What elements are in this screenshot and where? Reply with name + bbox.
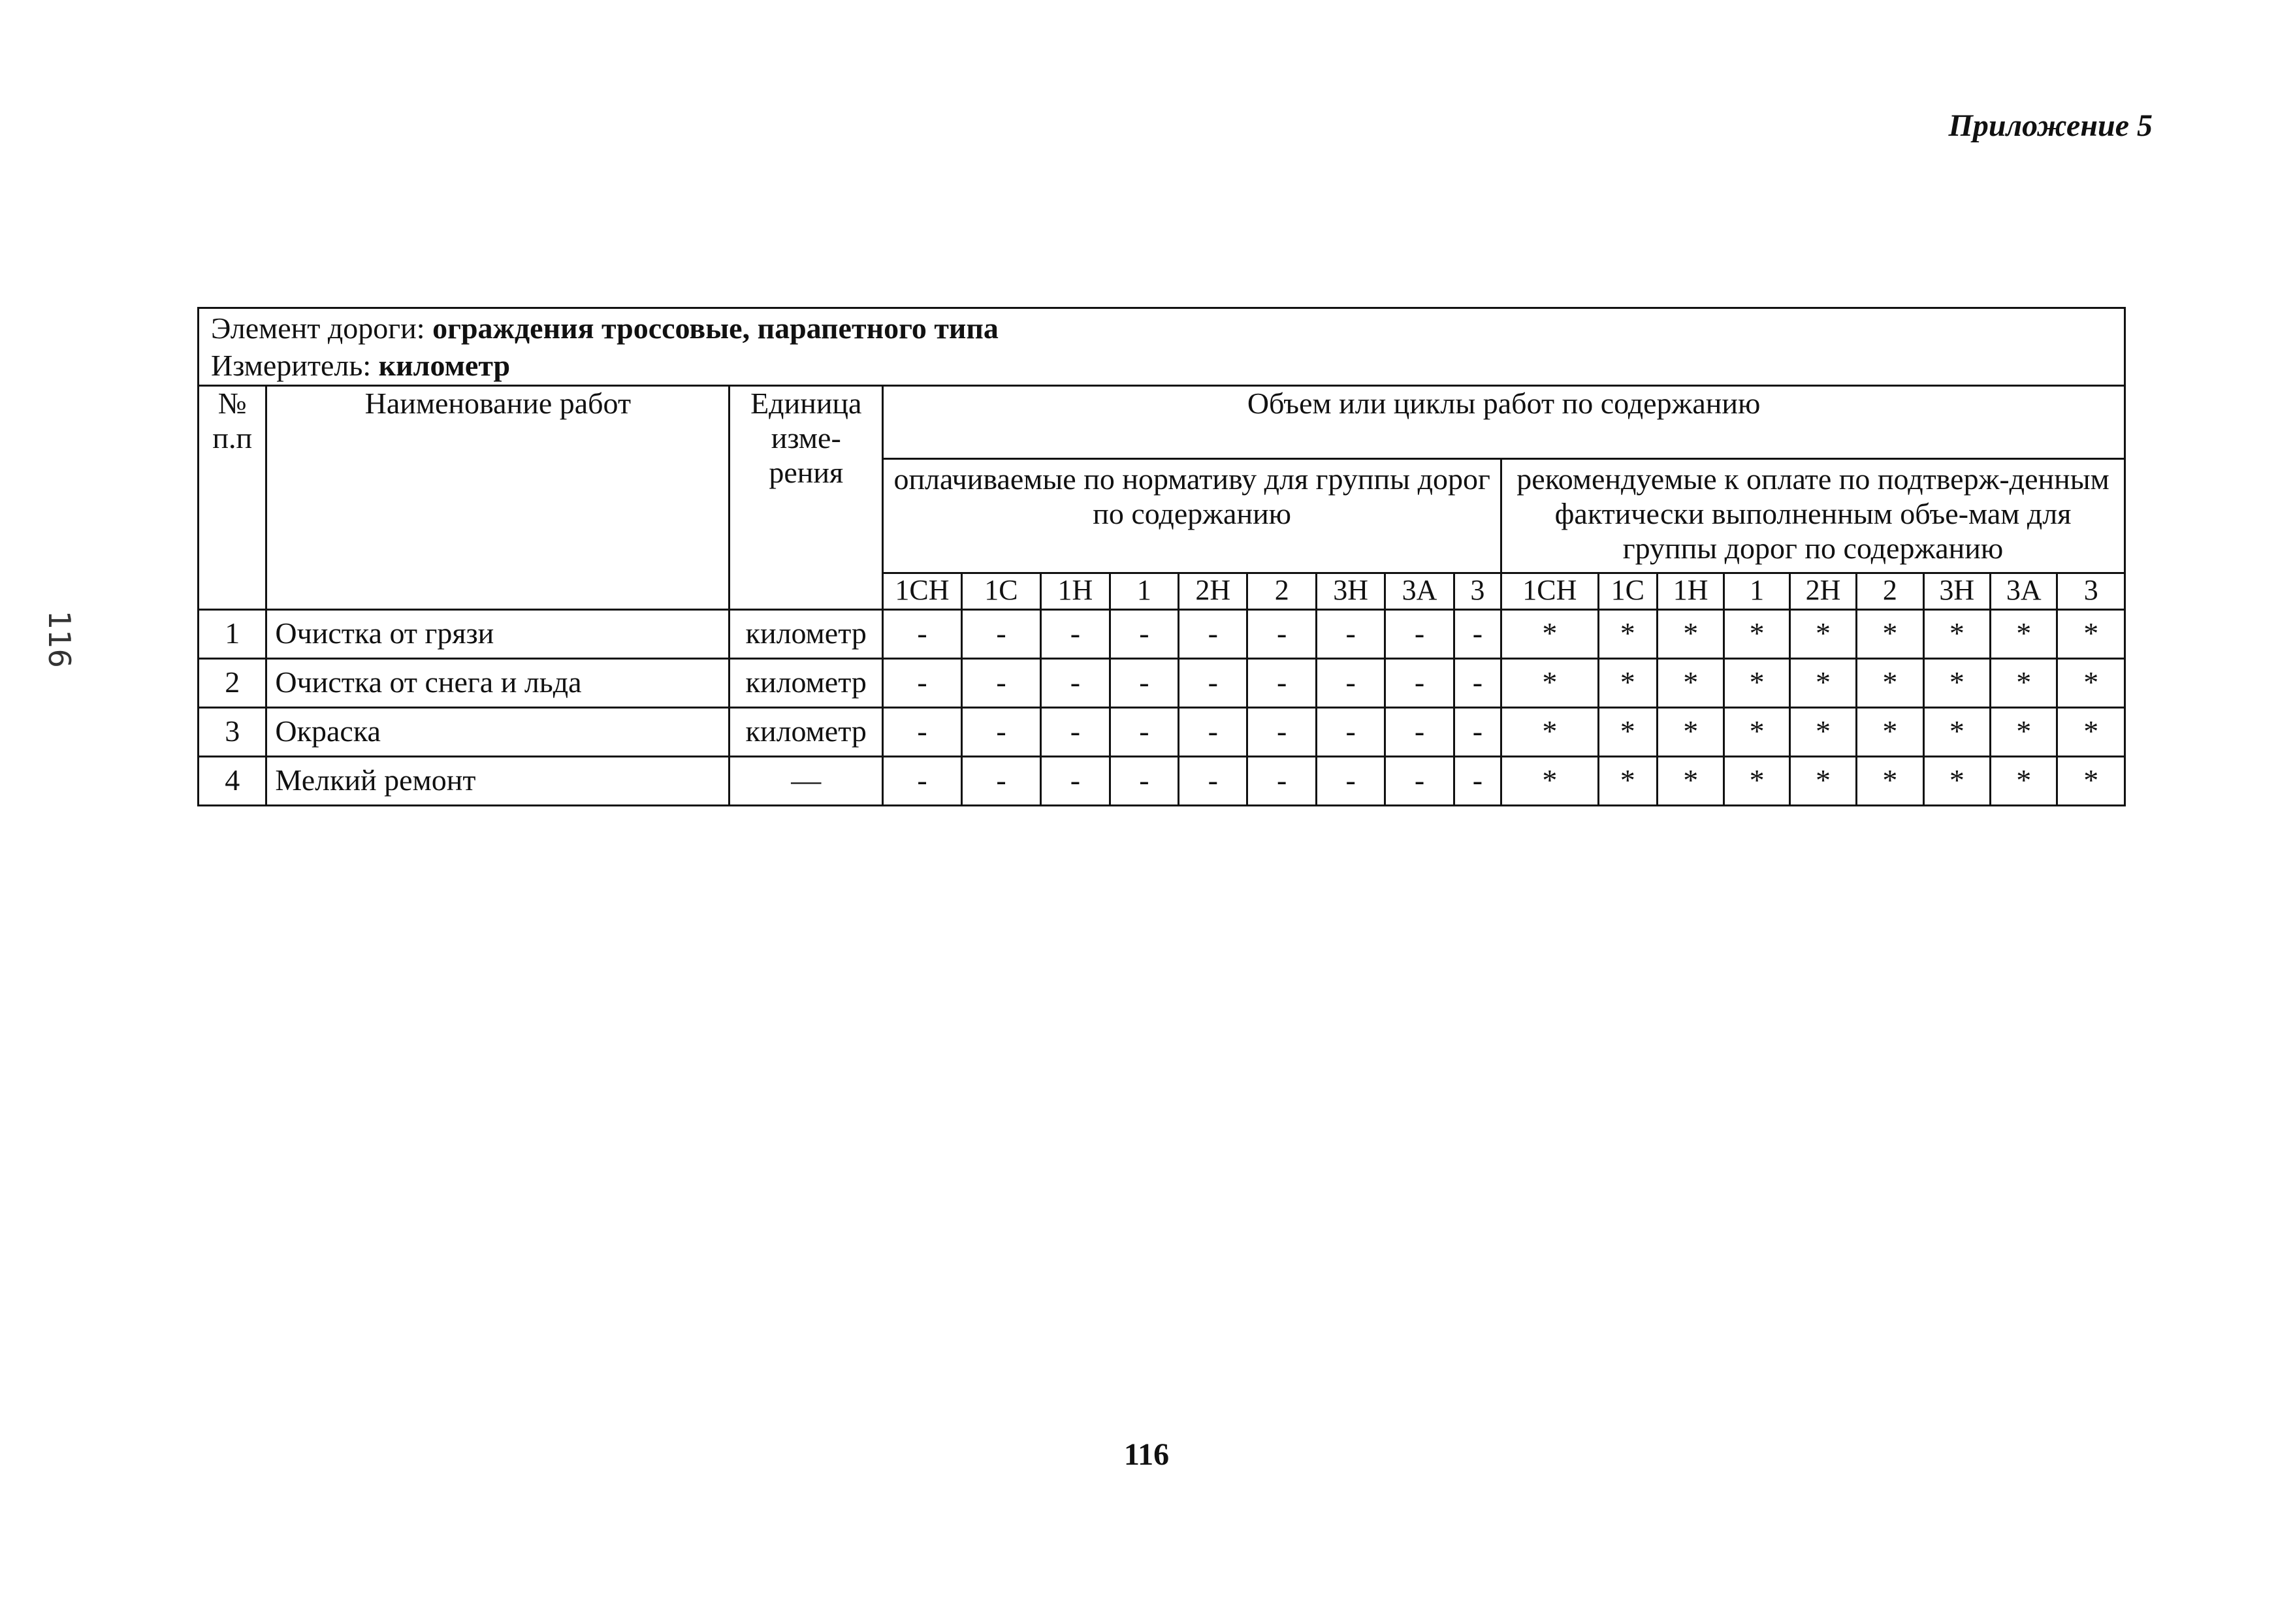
volume-value: -: [1454, 756, 1501, 805]
volume-value: -: [1385, 609, 1454, 658]
header-row-1: [199, 385, 2125, 458]
col-volume-header: Объем или циклы работ по содержанию: [883, 385, 2125, 458]
volume-value: -: [883, 658, 961, 707]
road-group-code: 1: [1724, 573, 1789, 609]
volume-value: *: [1923, 756, 1990, 805]
group-recommended-header: рекомендуемые к оплате по подтверж-денным фактически выполненным объе-мам для группы дорог по содержанию: [1501, 458, 2125, 573]
meter-prefix: Измеритель:: [211, 348, 372, 382]
volume-value: *: [1857, 707, 1923, 756]
volume-value: *: [1657, 756, 1724, 805]
element-row: [199, 308, 2125, 349]
road-group-code: 3: [2057, 573, 2125, 609]
road-group-code: 1: [1110, 573, 1178, 609]
volume-value: -: [1316, 707, 1385, 756]
volume-value: *: [2057, 609, 2125, 658]
work-name: Окраска: [266, 707, 730, 756]
road-group-code: 3Н: [1316, 573, 1385, 609]
road-group-code: 2: [1857, 573, 1923, 609]
volume-value: -: [1179, 609, 1247, 658]
volume-value: -: [1385, 707, 1454, 756]
table-body: [199, 609, 2125, 805]
volume-value: *: [1991, 707, 2057, 756]
element-cell: [199, 308, 2125, 349]
volume-value: -: [1179, 658, 1247, 707]
meter-value: километр: [378, 348, 511, 382]
road-group-code: 1СН: [1501, 573, 1599, 609]
appendix-label: Приложение 5: [1948, 108, 2153, 143]
group-paid-header: оплачиваемые по нормативу для группы дорог по содержанию: [883, 458, 1501, 573]
work-name: Очистка от грязи: [266, 609, 730, 658]
volume-value: -: [1110, 756, 1178, 805]
volume-value: *: [1857, 756, 1923, 805]
volume-value: -: [1454, 707, 1501, 756]
road-group-code: 2Н: [1789, 573, 1856, 609]
unit-of-measure: километр: [730, 707, 883, 756]
volume-value: -: [1247, 658, 1316, 707]
road-group-code: 3А: [1991, 573, 2057, 609]
volume-value: *: [1724, 609, 1789, 658]
volume-value: -: [1179, 707, 1247, 756]
volume-value: -: [1110, 658, 1178, 707]
volume-value: *: [1501, 756, 1599, 805]
col-name-header: Наименование работ: [266, 385, 730, 609]
volume-value: -: [1316, 658, 1385, 707]
volume-value: -: [961, 707, 1040, 756]
volume-value: *: [1724, 658, 1789, 707]
row-number: 3: [199, 707, 266, 756]
road-group-code: 1СН: [883, 573, 961, 609]
volume-value: -: [1316, 756, 1385, 805]
volume-value: *: [1724, 707, 1789, 756]
road-group-code: 3: [1454, 573, 1501, 609]
volume-value: *: [1789, 756, 1856, 805]
volume-value: *: [1857, 609, 1923, 658]
volume-value: *: [1857, 658, 1923, 707]
volume-value: *: [1923, 707, 1990, 756]
volume-value: *: [2057, 658, 2125, 707]
volume-value: -: [961, 658, 1040, 707]
volume-value: -: [1041, 707, 1110, 756]
volume-value: *: [1657, 707, 1724, 756]
volume-value: -: [1247, 707, 1316, 756]
work-name: Очистка от снега и льда: [266, 658, 730, 707]
element-value: ограждения троссовые, парапетного типа: [432, 311, 999, 345]
volume-value: *: [1991, 658, 2057, 707]
volume-value: -: [1385, 658, 1454, 707]
volume-value: *: [1598, 658, 1657, 707]
volume-value: *: [1789, 609, 1856, 658]
road-group-code: 2: [1247, 573, 1316, 609]
works-table: [197, 307, 2126, 806]
volume-value: -: [961, 756, 1040, 805]
volume-value: -: [961, 609, 1040, 658]
col-unit-header: Единица изме-рения: [730, 385, 883, 609]
row-number: 1: [199, 609, 266, 658]
road-group-code: 1Н: [1657, 573, 1724, 609]
table-row: [199, 609, 2125, 658]
volume-value: -: [1247, 756, 1316, 805]
volume-value: *: [1501, 658, 1599, 707]
volume-value: -: [1179, 756, 1247, 805]
volume-value: -: [1385, 756, 1454, 805]
volume-value: -: [1041, 658, 1110, 707]
volume-value: -: [883, 707, 961, 756]
volume-value: *: [1923, 658, 1990, 707]
unit-of-measure: километр: [730, 658, 883, 707]
road-group-code: 1С: [1598, 573, 1657, 609]
col-num-header: № п.п: [199, 385, 266, 609]
volume-value: *: [1598, 756, 1657, 805]
road-group-code: 1С: [961, 573, 1040, 609]
volume-value: -: [1247, 609, 1316, 658]
table-row: [199, 707, 2125, 756]
handwritten-page-number: 116: [42, 611, 77, 668]
unit-of-measure: —: [730, 756, 883, 805]
volume-value: -: [1454, 658, 1501, 707]
volume-value: *: [1598, 707, 1657, 756]
road-group-code: 3Н: [1923, 573, 1990, 609]
meter-cell: [199, 349, 2125, 385]
volume-value: *: [1789, 658, 1856, 707]
road-group-code: 1Н: [1041, 573, 1110, 609]
volume-value: *: [1724, 756, 1789, 805]
volume-value: *: [1598, 609, 1657, 658]
volume-value: *: [1991, 756, 2057, 805]
volume-value: -: [1316, 609, 1385, 658]
table-row: [199, 756, 2125, 805]
volume-value: *: [2057, 756, 2125, 805]
volume-value: -: [1041, 756, 1110, 805]
volume-value: *: [1789, 707, 1856, 756]
unit-of-measure: километр: [730, 609, 883, 658]
volume-value: -: [883, 756, 961, 805]
volume-value: *: [1923, 609, 1990, 658]
road-group-code: 2Н: [1179, 573, 1247, 609]
volume-value: -: [883, 609, 961, 658]
element-prefix: Элемент дороги:: [211, 311, 425, 345]
volume-value: *: [1991, 609, 2057, 658]
work-name: Мелкий ремонт: [266, 756, 730, 805]
volume-value: -: [1041, 609, 1110, 658]
page-number: 116: [1123, 1437, 1170, 1472]
row-number: 4: [199, 756, 266, 805]
meter-row: [199, 349, 2125, 385]
volume-value: -: [1110, 609, 1178, 658]
volume-value: *: [1657, 609, 1724, 658]
volume-value: -: [1454, 609, 1501, 658]
volume-value: *: [2057, 707, 2125, 756]
table-row: [199, 658, 2125, 707]
volume-value: -: [1110, 707, 1178, 756]
volume-value: *: [1501, 707, 1599, 756]
road-group-code: 3А: [1385, 573, 1454, 609]
volume-value: *: [1657, 658, 1724, 707]
row-number: 2: [199, 658, 266, 707]
volume-value: *: [1501, 609, 1599, 658]
